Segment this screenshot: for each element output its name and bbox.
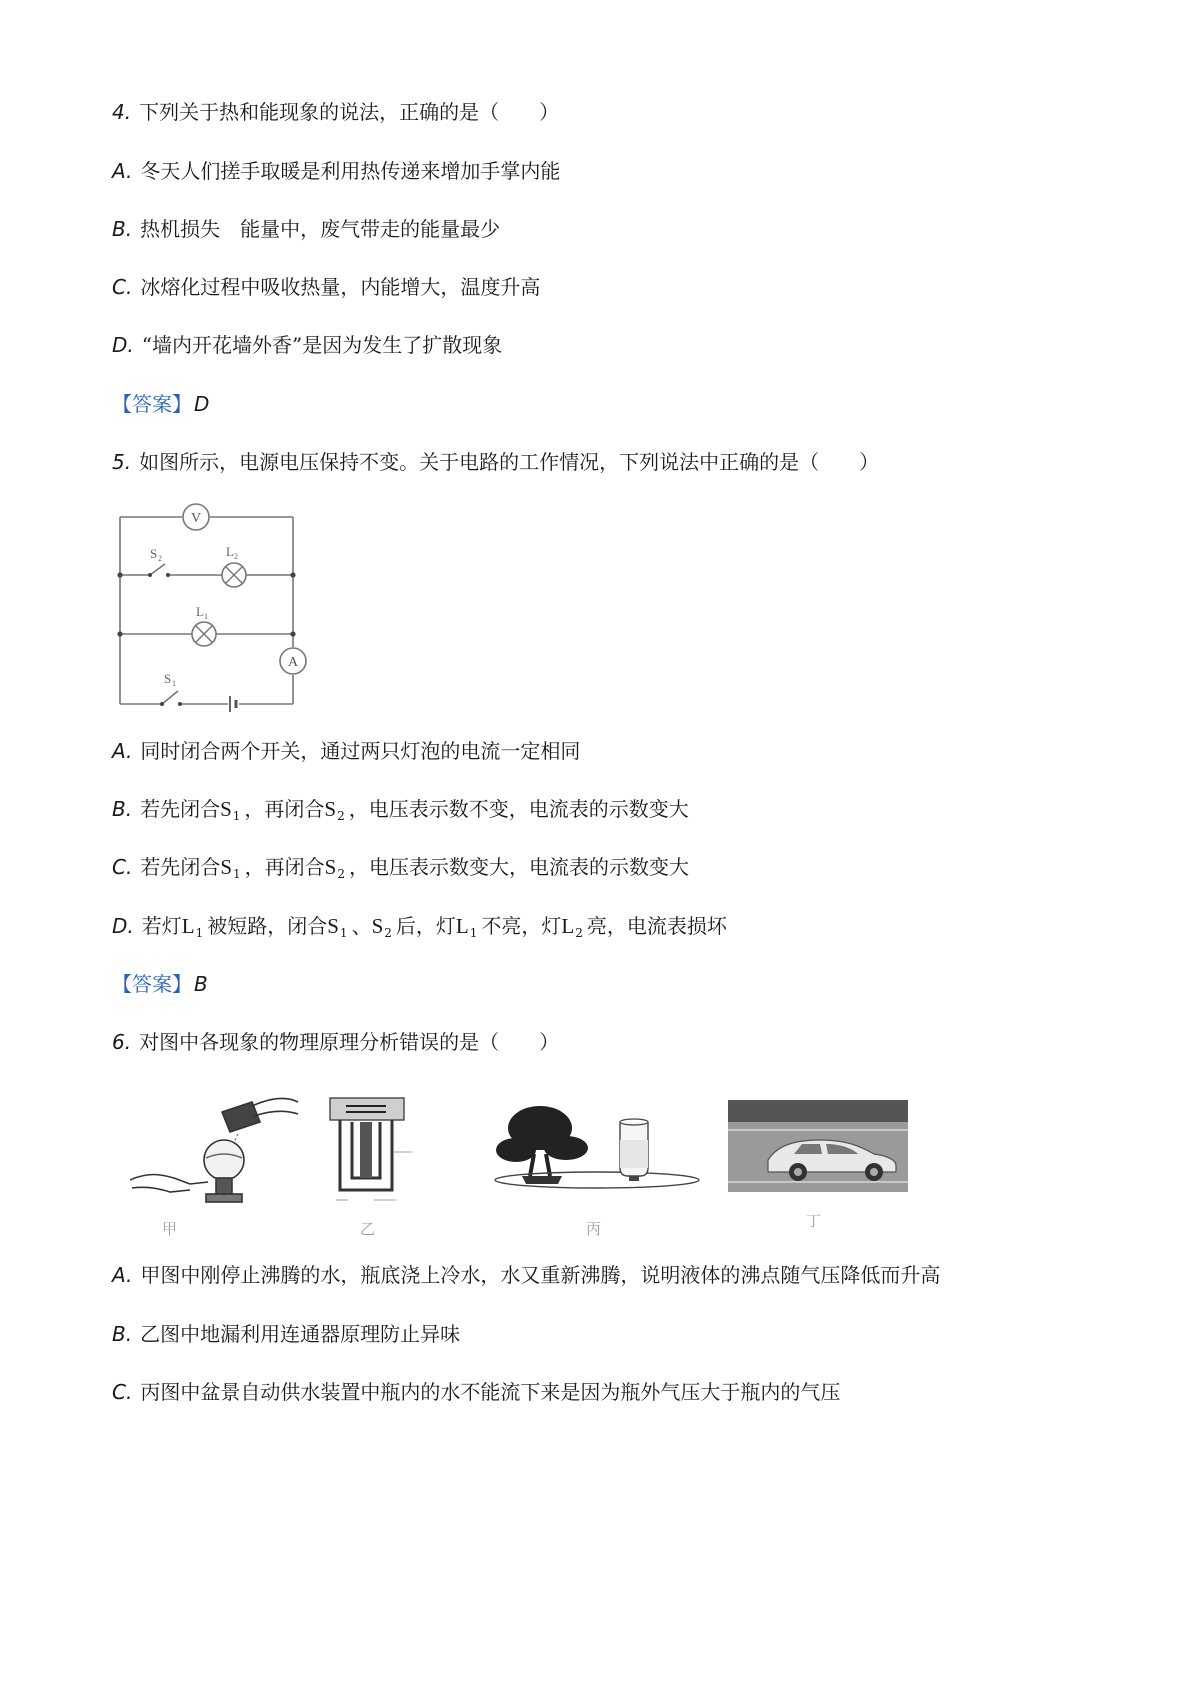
switch-symbol: S	[324, 855, 337, 879]
answer-tag: 【答案】	[112, 392, 192, 416]
lamp-l2-label: L	[226, 544, 234, 559]
q4-option-d	[112, 331, 502, 359]
answer-tag: 【答案】	[112, 972, 192, 996]
switch-symbol: S	[324, 797, 337, 821]
option-label: C.	[112, 275, 133, 299]
option-text: “墙内开花墙外香”是因为发生了扩散现象	[141, 333, 503, 357]
option-text: 热机损失 能量中，废气带走的能量最少	[140, 217, 501, 241]
question-text: 下列关于热和能现象的说法，正确的是（ ）	[139, 100, 560, 124]
figure-caption-ding: 丁	[806, 1212, 822, 1230]
answer-value: B	[194, 972, 208, 996]
question-text: 对图中各现象的物理原理分析错误的是（ ）	[139, 1030, 560, 1054]
option-text: 丙图中盆景自动供水装置中瓶内的水不能流下来是因为瓶外气压大于瓶内的气压	[140, 1380, 841, 1404]
q5-option-a	[112, 737, 580, 765]
q6-option-b	[112, 1320, 460, 1348]
question-number: 5.	[112, 450, 132, 474]
switch-s2-subscript: 2	[158, 554, 162, 563]
figure-caption-bing: 丙	[586, 1220, 602, 1238]
option-label: B.	[112, 797, 133, 821]
question-number: 6.	[112, 1030, 132, 1054]
switch-symbol: S	[220, 797, 232, 821]
lamp-symbol: L	[181, 914, 195, 938]
question-number: 4.	[112, 100, 132, 124]
answer-value: D	[194, 392, 210, 416]
option-text: 甲图中刚停止沸腾的水，瓶底浇上冷水，水又重新沸腾，说明液体的沸点随气压降低而升高	[140, 1263, 941, 1287]
figure-bing-bonsai	[492, 1092, 702, 1202]
switch-symbol: S	[220, 855, 233, 879]
option-text: 乙图中地漏利用连通器原理防止异味	[140, 1322, 461, 1346]
switch-symbol: S	[327, 914, 339, 938]
q4-answer	[112, 390, 209, 418]
figure-ding-car	[728, 1100, 908, 1200]
ammeter-icon	[280, 648, 306, 674]
option-label: C.	[112, 855, 133, 879]
switch-s1-label: S	[164, 671, 172, 686]
question-text: 如图所示，电源电压保持不变。关于电路的工作情况，下列说法中正确的是（ ）	[139, 450, 880, 474]
option-label: D.	[112, 914, 134, 938]
q5-answer	[112, 970, 208, 998]
circuit-diagram	[110, 500, 315, 715]
svg-text:V: V	[190, 511, 202, 526]
option-label: B.	[112, 217, 133, 241]
q6-option-a	[112, 1261, 940, 1289]
q4-stem	[112, 98, 559, 126]
switch-symbol: S	[371, 914, 384, 938]
q4-option-a	[112, 157, 560, 185]
lamp-l2-icon	[222, 563, 246, 587]
q5-option-b: B. 若先闭合$S_1$ ，再闭合$S_2$ ，电压表示数不变，电流表的示数变大	[112, 797, 689, 823]
option-label: B.	[112, 1322, 133, 1346]
option-text: 同时闭合两个开关，通过两只灯泡的电流一定相同	[140, 739, 581, 763]
figure-caption-yi: 乙	[360, 1220, 376, 1238]
option-text: 冬天人们搓手取暖是利用热传递来增加手掌内能	[140, 159, 561, 183]
option-label: A.	[112, 739, 133, 763]
option-label: A.	[112, 159, 133, 183]
figure-caption-jia: 甲	[162, 1220, 178, 1238]
lamp-symbol: L	[561, 914, 575, 938]
q6-option-c	[112, 1378, 840, 1406]
svg-text:A: A	[287, 655, 299, 670]
q4-option-c	[112, 273, 540, 301]
q4-option-b	[112, 215, 500, 243]
figure-jia-flask	[130, 1092, 300, 1217]
option-label: D.	[112, 333, 134, 357]
q5-option-c: C. 若先闭合$S_1$ ，再闭合$S_2$ ，电压表示数变大，电流表的示数变大	[112, 855, 689, 881]
lamp-l1-icon	[192, 622, 216, 646]
option-text: 冰熔化过程中吸收热量，内能增大，温度升高	[140, 275, 541, 299]
q5-stem	[112, 448, 879, 476]
lamp-l1-subscript: 1	[204, 612, 208, 621]
lamp-symbol: L	[455, 914, 469, 938]
q6-stem	[112, 1028, 559, 1056]
option-label: C.	[112, 1380, 133, 1404]
option-label: A.	[112, 1263, 133, 1287]
lamp-l1-label: L	[196, 604, 204, 619]
figure-yi-floor-drain	[326, 1092, 436, 1212]
q5-option-d: D. 若灯$L_1$ 被短路，闭合$S_1$ 、$S_2$ 后，灯$L_1$ 不亮，灯$L_2$ 亮，电流表损坏	[112, 914, 727, 940]
lamp-l2-subscript: 2	[234, 552, 238, 561]
voltmeter-icon	[183, 504, 209, 530]
switch-s2-label: S	[150, 546, 158, 561]
switch-s1-subscript: 1	[172, 679, 176, 688]
